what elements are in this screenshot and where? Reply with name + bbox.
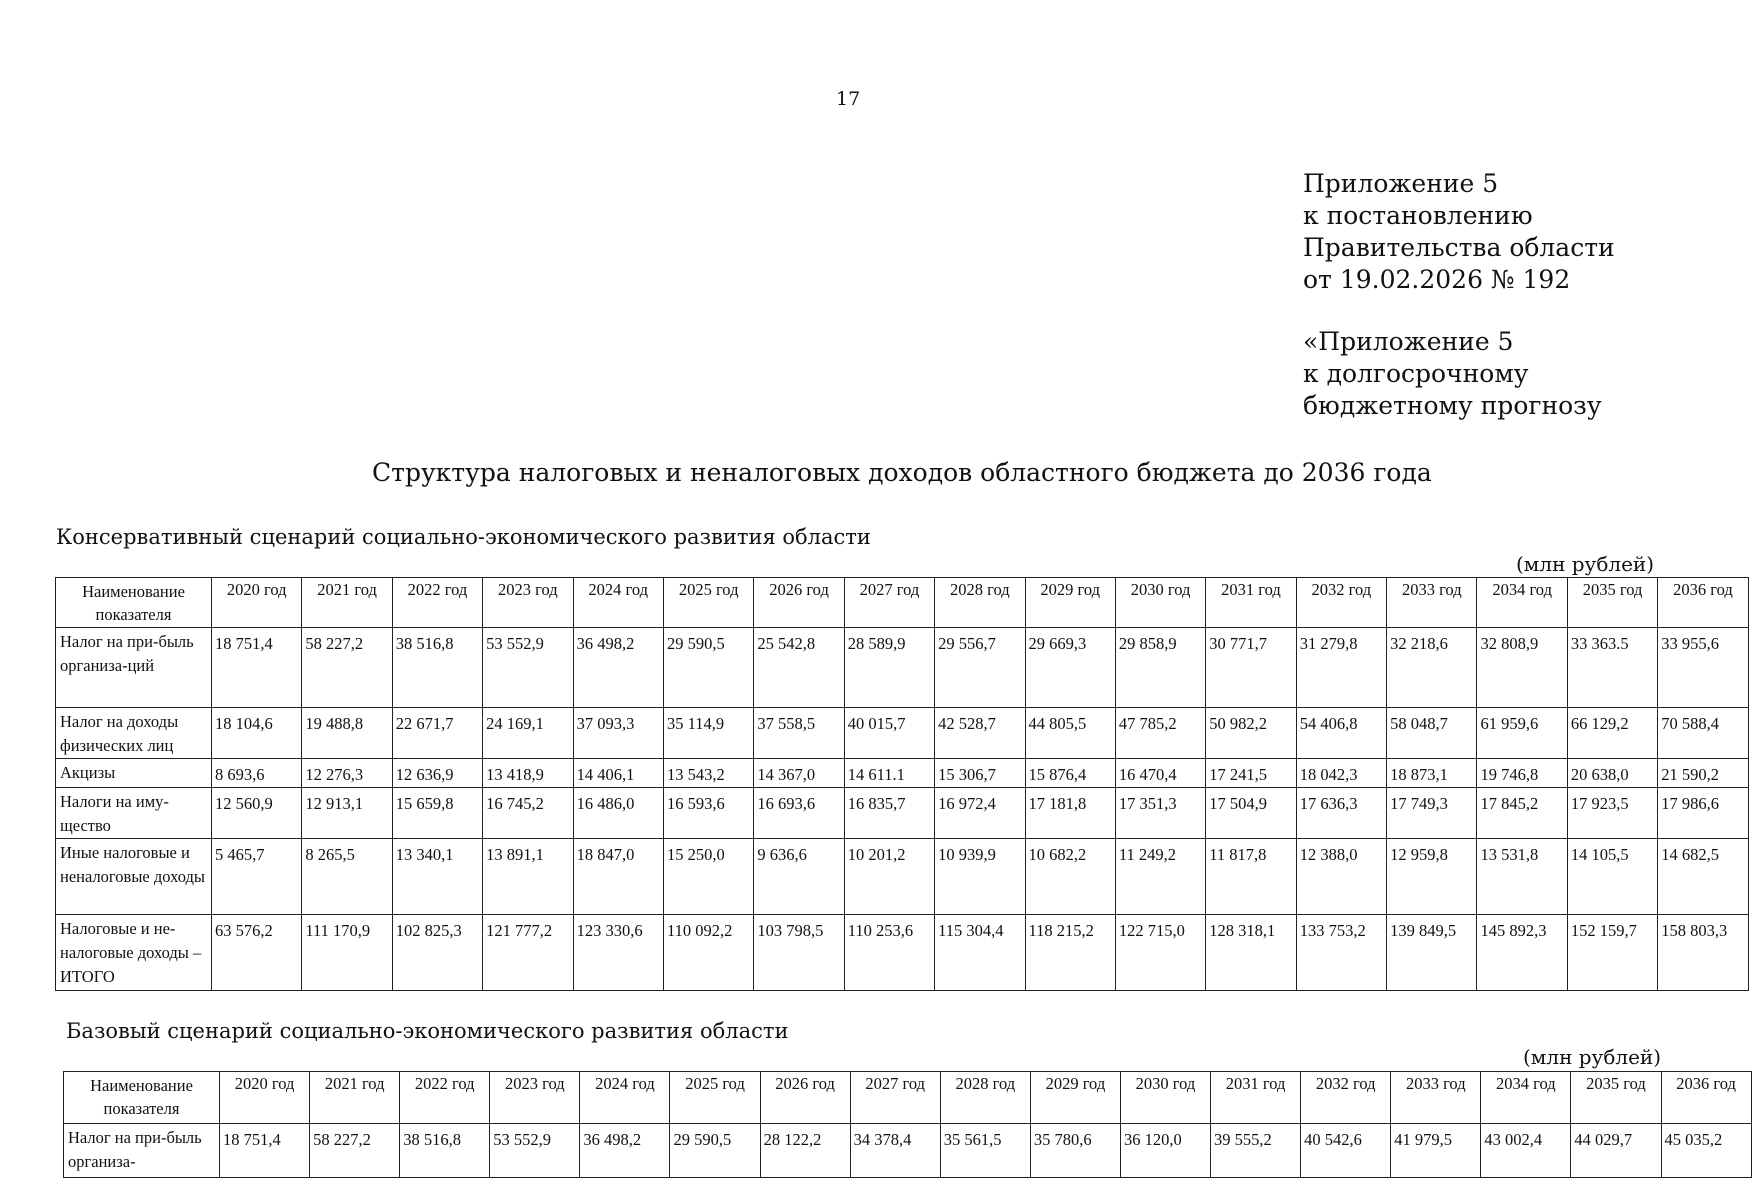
table-cell: 66 129,2	[1567, 708, 1657, 759]
table-cell: 16 486,0	[573, 788, 663, 839]
column-header-year: 2027 год	[850, 1072, 940, 1124]
table-row	[56, 759, 1749, 788]
table-cell: 12 636,9	[392, 759, 482, 788]
table-cell: 16 693,6	[754, 788, 844, 839]
table-cell: 11 249,2	[1115, 839, 1205, 915]
table-cell: 18 751,4	[212, 628, 302, 708]
table-header-row	[64, 1072, 1752, 1124]
table-cell: 18 847,0	[573, 839, 663, 915]
table-cell: 12 913,1	[302, 788, 392, 839]
table-cell: 29 590,5	[670, 1124, 760, 1178]
column-header-year: 2026 год	[760, 1072, 850, 1124]
table-cell: 16 470,4	[1115, 759, 1205, 788]
column-header-year: 2034 год	[1481, 1072, 1571, 1124]
column-header-year: 2033 год	[1387, 578, 1477, 628]
row-label: Налоговые и не-налоговые доходы – ИТОГО	[56, 915, 212, 991]
table-cell: 9 636,6	[754, 839, 844, 915]
column-header-year: 2035 год	[1571, 1072, 1661, 1124]
column-header-year: 2031 год	[1211, 1072, 1301, 1124]
conservative-scenario-heading: Консервативный сценарий социально-экономического развития области	[56, 525, 871, 549]
table-cell: 53 552,9	[483, 628, 573, 708]
column-header-year: 2030 год	[1120, 1072, 1210, 1124]
table-cell: 53 552,9	[490, 1124, 580, 1178]
table-cell: 111 170,9	[302, 915, 392, 991]
column-header-year: 2032 год	[1301, 1072, 1391, 1124]
table-cell: 19 746,8	[1477, 759, 1567, 788]
table-cell: 12 560,9	[212, 788, 302, 839]
column-header-year: 2020 год	[212, 578, 302, 628]
appendix-line: к постановлению	[1303, 201, 1533, 230]
table-cell: 16 745,2	[483, 788, 573, 839]
row-label: Налог на при-быль организа-	[64, 1124, 220, 1178]
table-cell: 14 367,0	[754, 759, 844, 788]
table-cell: 19 488,8	[302, 708, 392, 759]
table-cell: 17 181,8	[1025, 788, 1115, 839]
table-cell: 44 805,5	[1025, 708, 1115, 759]
table-cell: 158 803,3	[1658, 915, 1748, 991]
column-header-year: 2033 год	[1391, 1072, 1481, 1124]
table-cell: 45 035,2	[1661, 1124, 1751, 1178]
column-header-year: 2024 год	[573, 578, 663, 628]
column-header-year: 2030 год	[1115, 578, 1205, 628]
table-cell: 28 589,9	[844, 628, 934, 708]
table-cell: 17 845,2	[1477, 788, 1567, 839]
table-cell: 32 218,6	[1387, 628, 1477, 708]
table-cell: 44 029,7	[1571, 1124, 1661, 1178]
table-cell: 121 777,2	[483, 915, 573, 991]
row-label: Налог на при-быль организа-ций	[56, 628, 212, 708]
table-cell: 38 516,8	[400, 1124, 490, 1178]
table-cell: 13 418,9	[483, 759, 573, 788]
table-cell: 133 753,2	[1296, 915, 1386, 991]
table-cell: 12 388,0	[1296, 839, 1386, 915]
table-cell: 10 939,9	[935, 839, 1025, 915]
column-header-year: 2036 год	[1661, 1072, 1751, 1124]
column-header-year: 2029 год	[1025, 578, 1115, 628]
table-cell: 122 715,0	[1115, 915, 1205, 991]
table-row	[64, 1124, 1752, 1178]
table-cell: 43 002,4	[1481, 1124, 1571, 1178]
column-header-year: 2028 год	[935, 578, 1025, 628]
document-title: Структура налоговых и неналоговых доходов областного бюджета до 2036 года	[372, 458, 1432, 487]
column-header-year: 2025 год	[670, 1072, 760, 1124]
table-row	[56, 708, 1749, 759]
table-cell: 15 659,8	[392, 788, 482, 839]
column-header-year: 2029 год	[1030, 1072, 1120, 1124]
appendix-line: Правительства области	[1303, 233, 1615, 262]
table-cell: 29 590,5	[663, 628, 753, 708]
appendix-line: Приложение 5	[1303, 169, 1499, 198]
table-cell: 29 556,7	[935, 628, 1025, 708]
table-cell: 58 227,2	[302, 628, 392, 708]
column-header-year: 2023 год	[490, 1072, 580, 1124]
table-cell: 40 542,6	[1301, 1124, 1391, 1178]
conservative-scenario-table	[55, 577, 1749, 991]
row-label: Налоги на иму-щество	[56, 788, 212, 839]
table-cell: 41 979,5	[1391, 1124, 1481, 1178]
column-header-year: 2034 год	[1477, 578, 1567, 628]
table-cell: 103 798,5	[754, 915, 844, 991]
table-cell: 42 528,7	[935, 708, 1025, 759]
table-cell: 15 876,4	[1025, 759, 1115, 788]
table-cell: 17 986,6	[1658, 788, 1748, 839]
table-cell: 5 465,7	[212, 839, 302, 915]
table-cell: 36 498,2	[573, 628, 663, 708]
table-cell: 18 042,3	[1296, 759, 1386, 788]
base-units-label: (млн рублей)	[1523, 1045, 1662, 1069]
column-header-year: 2023 год	[483, 578, 573, 628]
table-cell: 29 669,3	[1025, 628, 1115, 708]
column-header-year: 2021 год	[302, 578, 392, 628]
column-header-year: 2031 год	[1206, 578, 1296, 628]
table-cell: 16 972,4	[935, 788, 1025, 839]
table-cell: 11 817,8	[1206, 839, 1296, 915]
table-cell: 14 611.1	[844, 759, 934, 788]
table-row	[56, 628, 1749, 708]
table-cell: 33 955,6	[1658, 628, 1748, 708]
appendix-spacer	[1303, 296, 1615, 326]
table-cell: 37 093,3	[573, 708, 663, 759]
table-cell: 30 771,7	[1206, 628, 1296, 708]
table-cell: 118 215,2	[1025, 915, 1115, 991]
table-cell: 110 253,6	[844, 915, 934, 991]
page-number: 17	[836, 88, 861, 110]
table-cell: 58 227,2	[310, 1124, 400, 1178]
table-cell: 139 849,5	[1387, 915, 1477, 991]
table-cell: 34 378,4	[850, 1124, 940, 1178]
table-cell: 35 114,9	[663, 708, 753, 759]
column-header-name: Наименование показателя	[56, 578, 212, 628]
table-cell: 15 306,7	[935, 759, 1025, 788]
table-cell: 36 498,2	[580, 1124, 670, 1178]
table-cell: 20 638,0	[1567, 759, 1657, 788]
table-row	[56, 839, 1749, 915]
table-cell: 29 858,9	[1115, 628, 1205, 708]
base-scenario-heading: Базовый сценарий социально-экономического развития области	[66, 1019, 789, 1043]
table-cell: 22 671,7	[392, 708, 482, 759]
table-cell: 50 982,2	[1206, 708, 1296, 759]
table-cell: 18 873,1	[1387, 759, 1477, 788]
column-header-year: 2020 год	[220, 1072, 310, 1124]
table-cell: 17 923,5	[1567, 788, 1657, 839]
appendix-block	[1303, 168, 1615, 422]
table-row	[56, 915, 1749, 991]
table-cell: 115 304,4	[935, 915, 1025, 991]
table-cell: 17 241,5	[1206, 759, 1296, 788]
table-cell: 14 682,5	[1658, 839, 1748, 915]
table-cell: 18 104,6	[212, 708, 302, 759]
table-cell: 39 555,2	[1211, 1124, 1301, 1178]
table-header-row	[56, 578, 1749, 628]
table-cell: 12 276,3	[302, 759, 392, 788]
table-cell: 47 785,2	[1115, 708, 1205, 759]
table-cell: 17 504,9	[1206, 788, 1296, 839]
table-cell: 28 122,2	[760, 1124, 850, 1178]
table-cell: 102 825,3	[392, 915, 482, 991]
conservative-units-label: (млн рублей)	[1516, 552, 1655, 576]
column-header-year: 2027 год	[844, 578, 934, 628]
table-cell: 128 318,1	[1206, 915, 1296, 991]
table-cell: 15 250,0	[663, 839, 753, 915]
column-header-year: 2021 год	[310, 1072, 400, 1124]
table-cell: 24 169,1	[483, 708, 573, 759]
column-header-year: 2024 год	[580, 1072, 670, 1124]
column-header-year: 2035 год	[1567, 578, 1657, 628]
table-cell: 70 588,4	[1658, 708, 1748, 759]
table-cell: 110 092,2	[663, 915, 753, 991]
base-scenario-table	[63, 1071, 1752, 1178]
table-cell: 38 516,8	[392, 628, 482, 708]
table-cell: 33 363.5	[1567, 628, 1657, 708]
table-cell: 35 780,6	[1030, 1124, 1120, 1178]
column-header-year: 2032 год	[1296, 578, 1386, 628]
table-cell: 21 590,2	[1658, 759, 1748, 788]
appendix-line: от 19.02.2026 № 192	[1303, 265, 1571, 294]
column-header-year: 2025 год	[663, 578, 753, 628]
appendix-line: бюджетному прогнозу	[1303, 391, 1602, 420]
table-cell: 10 682,2	[1025, 839, 1115, 915]
column-header-year: 2022 год	[392, 578, 482, 628]
table-cell: 13 531,8	[1477, 839, 1567, 915]
table-cell: 10 201,2	[844, 839, 934, 915]
table-cell: 16 835,7	[844, 788, 934, 839]
table-cell: 16 593,6	[663, 788, 753, 839]
table-cell: 61 959,6	[1477, 708, 1567, 759]
table-cell: 58 048,7	[1387, 708, 1477, 759]
table-cell: 8 693,6	[212, 759, 302, 788]
table-cell: 13 543,2	[663, 759, 753, 788]
table-cell: 12 959,8	[1387, 839, 1477, 915]
table-cell: 25 542,8	[754, 628, 844, 708]
table-cell: 14 406,1	[573, 759, 663, 788]
column-header-year: 2026 год	[754, 578, 844, 628]
column-header-name: Наименование показателя	[64, 1072, 220, 1124]
column-header-year: 2036 год	[1658, 578, 1748, 628]
table-cell: 18 751,4	[220, 1124, 310, 1178]
table-cell: 145 892,3	[1477, 915, 1567, 991]
row-label: Акцизы	[56, 759, 212, 788]
appendix-line: «Приложение 5	[1303, 327, 1514, 356]
table-cell: 8 265,5	[302, 839, 392, 915]
table-cell: 35 561,5	[940, 1124, 1030, 1178]
row-label: Налог на доходы физических лиц	[56, 708, 212, 759]
table-cell: 63 576,2	[212, 915, 302, 991]
table-cell: 17 636,3	[1296, 788, 1386, 839]
table-row	[56, 788, 1749, 839]
table-cell: 152 159,7	[1567, 915, 1657, 991]
table-cell: 13 891,1	[483, 839, 573, 915]
row-label: Иные налоговые и неналоговые доходы	[56, 839, 212, 915]
table-cell: 13 340,1	[392, 839, 482, 915]
table-cell: 31 279,8	[1296, 628, 1386, 708]
column-header-year: 2028 год	[940, 1072, 1030, 1124]
table-cell: 14 105,5	[1567, 839, 1657, 915]
table-cell: 37 558,5	[754, 708, 844, 759]
table-cell: 32 808,9	[1477, 628, 1567, 708]
table-cell: 36 120,0	[1120, 1124, 1210, 1178]
table-cell: 17 749,3	[1387, 788, 1477, 839]
column-header-year: 2022 год	[400, 1072, 490, 1124]
table-cell: 123 330,6	[573, 915, 663, 991]
appendix-line: к долгосрочному	[1303, 359, 1529, 388]
table-cell: 40 015,7	[844, 708, 934, 759]
table-cell: 54 406,8	[1296, 708, 1386, 759]
table-cell: 17 351,3	[1115, 788, 1205, 839]
